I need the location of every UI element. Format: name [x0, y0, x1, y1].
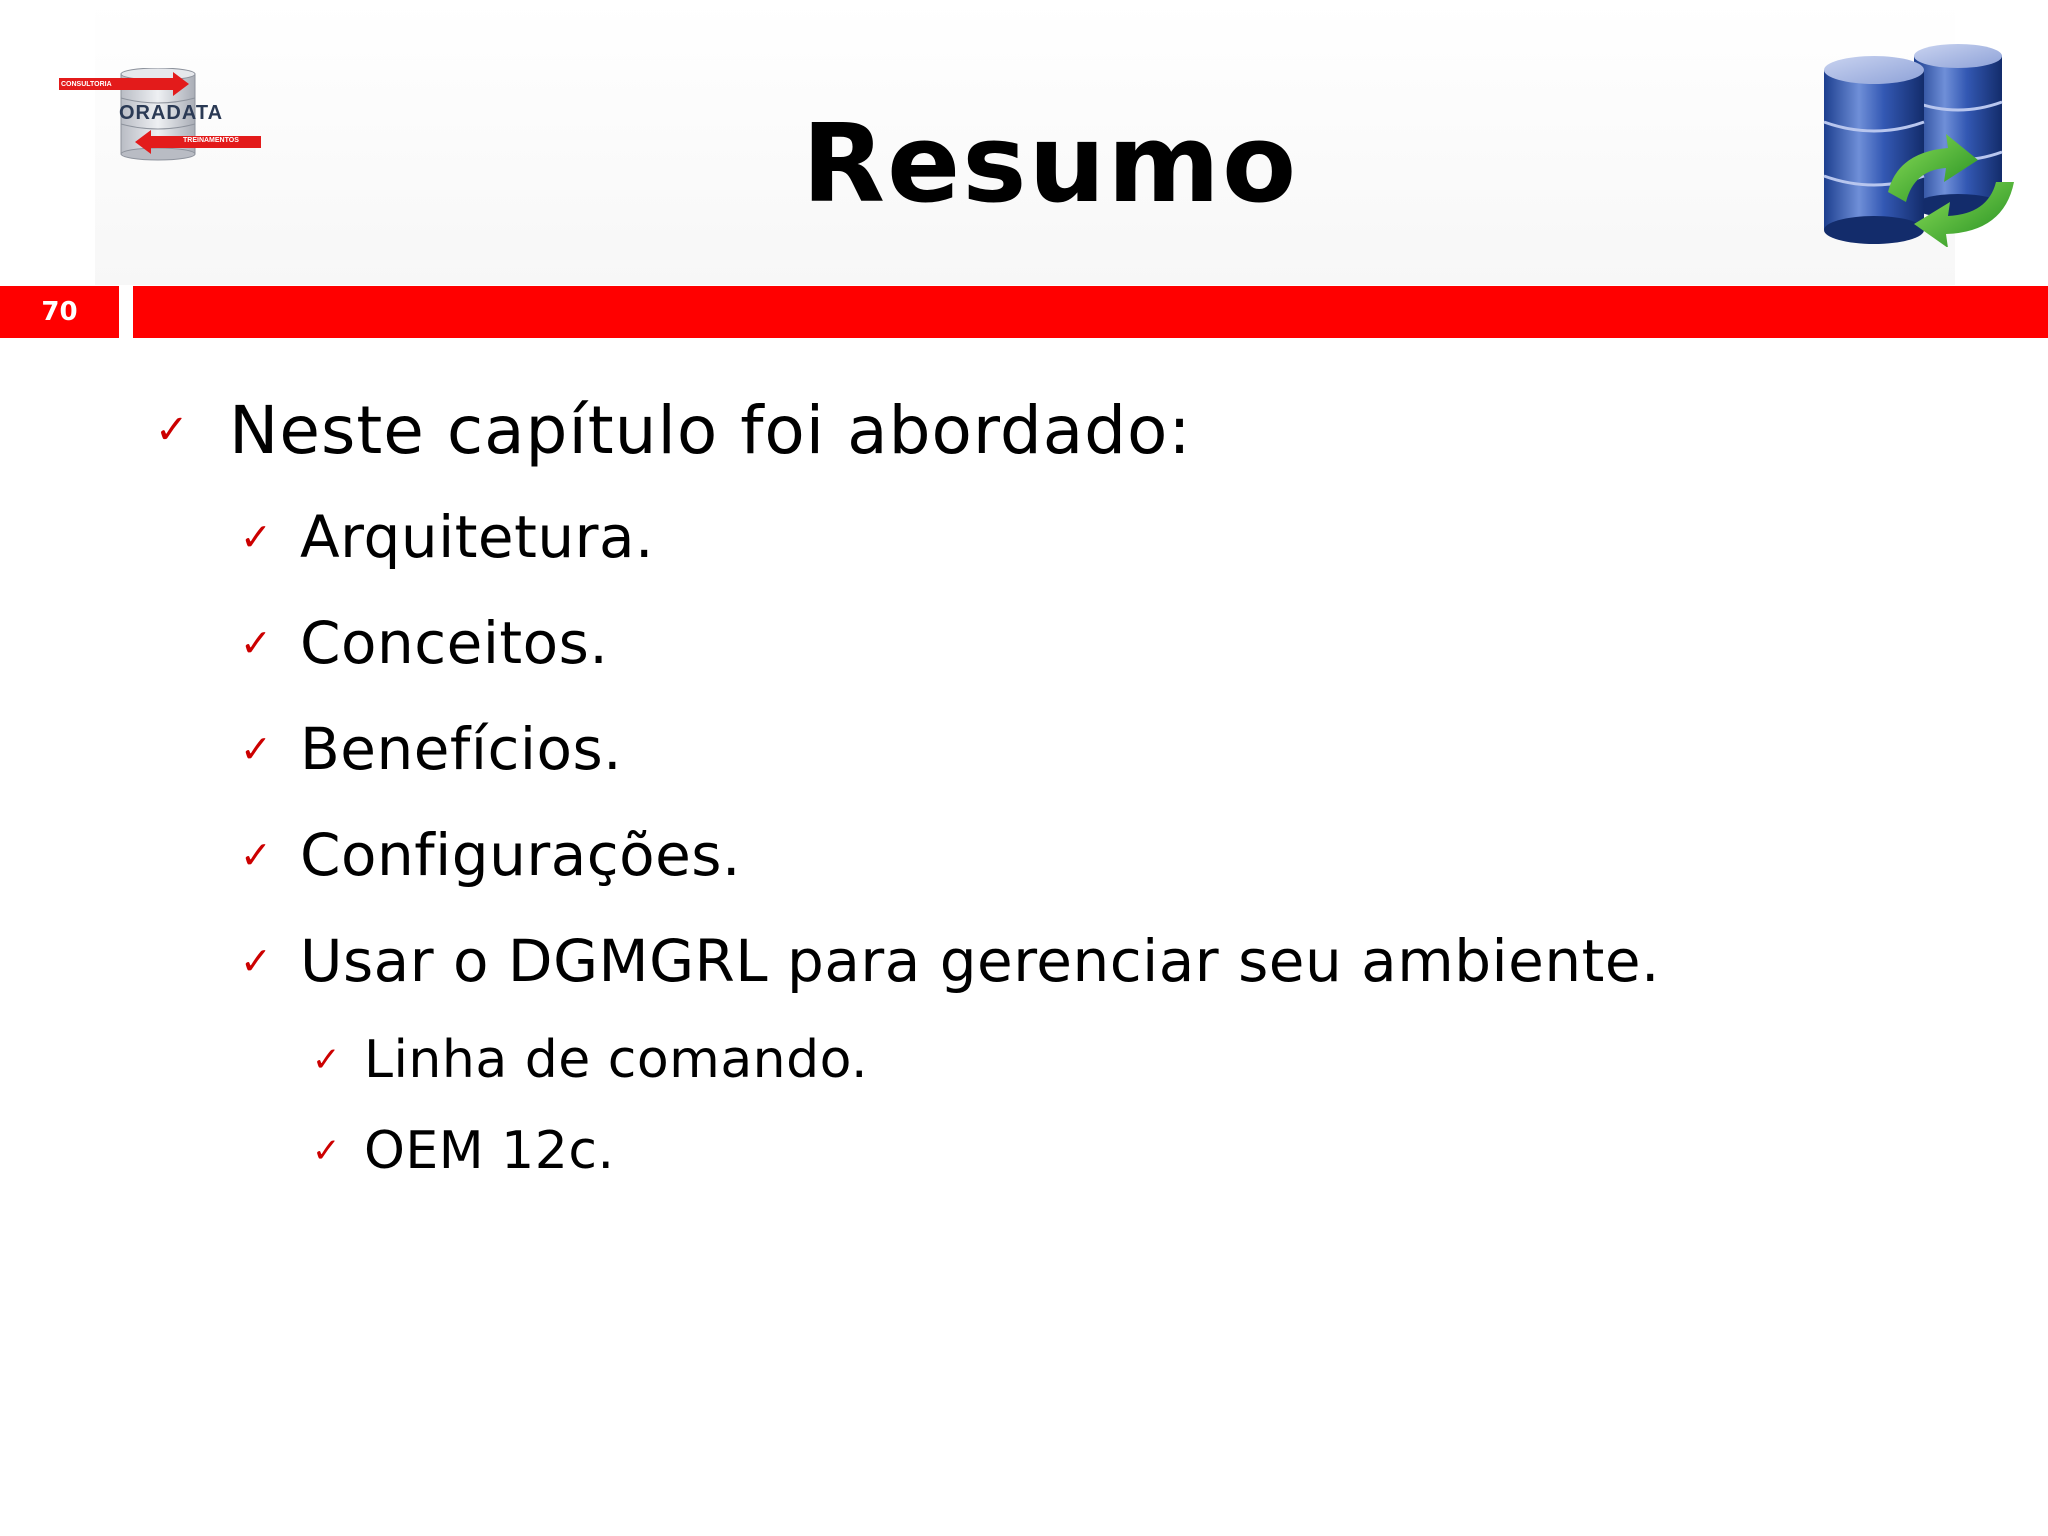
- logo-brand-text: ORADATA: [118, 102, 224, 124]
- bullet-item-text: Conceitos.: [300, 609, 609, 677]
- checkmark-icon: ✓: [240, 621, 272, 665]
- bullet-item-text: Benefícios.: [300, 715, 623, 783]
- checkmark-icon: ✓: [240, 833, 272, 877]
- header-divider-bar: [133, 286, 2048, 338]
- checkmark-icon: ✓: [312, 1131, 341, 1171]
- bullet-heading-text: Neste capítulo foi abordado:: [229, 391, 1192, 469]
- logo-tag-consultoria: CONSULTORIA: [61, 81, 112, 88]
- bullet-heading: [155, 385, 1192, 475]
- sub-bullet-item: [312, 1025, 868, 1095]
- checkmark-icon: ✓: [240, 939, 272, 983]
- checkmark-icon: ✓: [155, 407, 189, 453]
- bullet-item: [240, 921, 1660, 1001]
- slide-title: Resumo: [801, 102, 1299, 227]
- bullet-item-text: Arquitetura.: [300, 503, 654, 571]
- sub-bullet-item-text: Linha de comando.: [364, 1030, 869, 1090]
- bullet-item: [240, 497, 654, 577]
- logo-tag-treinamentos: TREINAMENTOS: [183, 137, 239, 144]
- bullet-item: [240, 709, 622, 789]
- checkmark-icon: ✓: [312, 1040, 341, 1080]
- sub-bullet-item-text: OEM 12c.: [364, 1121, 615, 1181]
- sub-bullet-item: [312, 1116, 614, 1186]
- database-refresh-icon: [1818, 42, 2028, 247]
- page-number: 70: [41, 297, 78, 327]
- bullet-item: [240, 603, 608, 683]
- checkmark-icon: ✓: [240, 727, 272, 771]
- bullet-item-text: Usar o DGMGRL para gerenciar seu ambiente.: [300, 927, 1660, 995]
- checkmark-icon: ✓: [240, 515, 272, 559]
- page-number-box: [0, 286, 119, 338]
- bullet-item: [240, 815, 741, 895]
- bullet-item-text: Configurações.: [300, 821, 741, 889]
